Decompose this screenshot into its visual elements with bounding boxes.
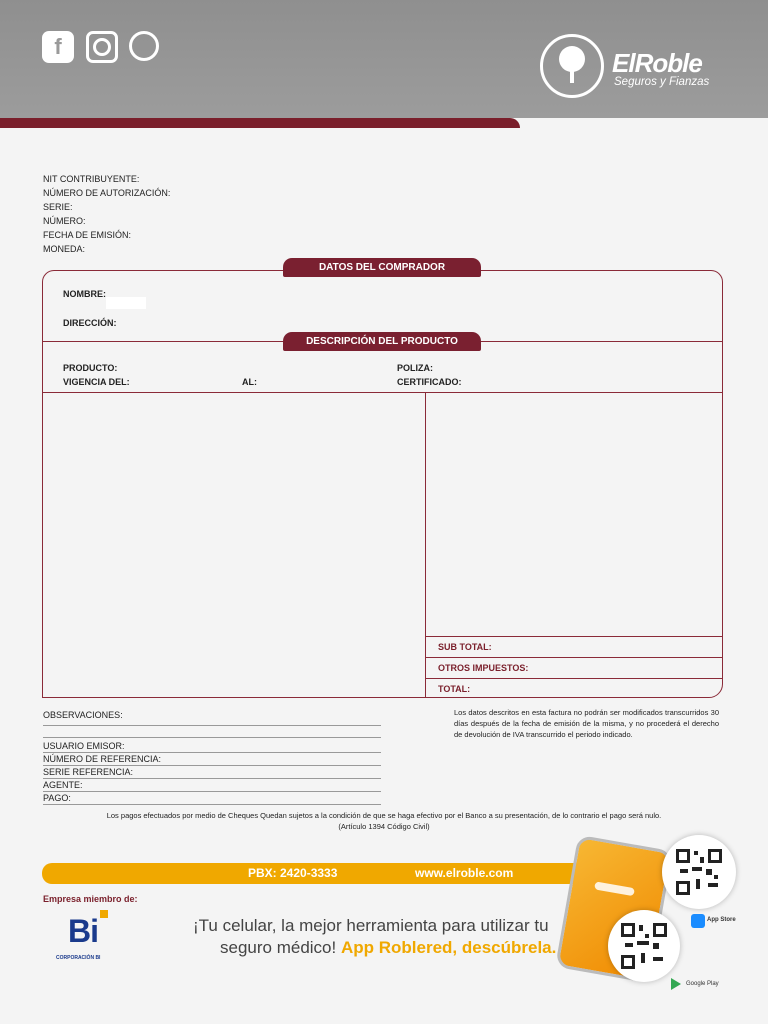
instagram-icon[interactable] [86,31,118,63]
total-label: TOTAL: [438,684,471,694]
authorization-number-label: NÚMERO DE AUTORIZACIÓN: [43,188,171,198]
payment-note-reference: (Artículo 1394 Código Civil) [338,822,430,831]
facebook-icon[interactable]: f [42,31,74,63]
issuer-user-row: USUARIO EMISOR: [43,740,381,753]
subtotal-label: SUB TOTAL: [438,642,492,652]
policy-label: POLIZA: [397,363,433,373]
payment-row: PAGO: [43,792,381,805]
whatsapp-icon[interactable] [129,31,159,61]
series-label: SERIE: [43,202,73,212]
other-taxes-label: OTROS IMPUESTOS: [438,663,529,673]
name-label: NOMBRE: [63,289,106,299]
table-header-line [42,392,723,393]
app-logo-icon [594,881,635,896]
slogan-line-2 [220,938,556,958]
name-value [106,297,146,309]
validity-to-label: AL: [242,377,257,387]
bi-logo-accent-icon [100,910,108,918]
slogan-line-1: ¡Tu celular, la mejor herramienta para utilizar tu [193,916,549,935]
brand-name: ElRoble [612,48,702,78]
subtotal-line [425,636,723,637]
observations-line-2 [43,737,381,738]
buyer-section-title: DATOS DEL COMPRADOR [283,258,481,277]
currency-label: MONEDA: [43,244,86,254]
app-store-qr-code[interactable] [662,835,736,909]
pbx-text: PBX: 2420-3333 [248,866,338,880]
slogan-highlight: App Roblered, descúbrela. [340,938,557,957]
brand-logo-icon [540,34,604,98]
taxes-line [425,657,723,658]
reference-number-row: NÚMERO DE REFERENCIA: [43,753,381,766]
observations-line-1 [43,725,381,726]
table-divider [425,392,426,698]
reference-fields [43,740,381,805]
bi-caption: CORPORACIÓN BI [56,955,101,961]
payment-note: Los pagos efectuados por medio de Cheques Quedan sujetos a la condición de que se haga efectivo por el Banco a su presentación, de lo contrario el pago será nulo. [106,811,662,820]
invoice-fields [43,172,170,256]
google-play-icon[interactable] [671,978,681,990]
product-label: PRODUCTO: [63,363,118,373]
slogan-line-2-text: seguro médico! [220,938,337,957]
issue-date-label: FECHA DE EMISIÓN: [43,230,132,240]
validity-label: VIGENCIA DEL: [63,377,130,387]
website-link[interactable]: www.elroble.com [415,866,514,880]
number-label: NÚMERO: [43,216,86,226]
bi-logo: Bi [68,913,98,949]
google-play-label[interactable]: Google Play [686,981,719,987]
member-label: Empresa miembro de: [43,894,138,904]
observations-label: OBSERVACIONES: [43,710,123,720]
total-line [425,678,723,679]
brand-tagline: Seguros y Fianzas [614,76,710,88]
google-play-qr-code[interactable] [608,910,680,982]
certificate-label: CERTIFICADO: [397,377,462,387]
reference-series-row: SERIE REFERENCIA: [43,766,381,779]
address-label: DIRECCIÓN: [63,318,117,328]
header-stripe [0,118,520,128]
disclaimer-text: Los datos descritos en esta factura no podrán ser modificados transcurridos 30 días después de la fecha de emisión de la misma, y no procederá el derecho de devolución de IVA transcurrido el periodo indicado. [454,708,719,739]
app-store-label[interactable]: App Store [707,917,736,923]
app-store-icon[interactable] [691,914,705,928]
agent-row: AGENTE: [43,779,381,792]
product-section-title: DESCRIPCIÓN DEL PRODUCTO [283,332,481,351]
nit-label: NIT CONTRIBUYENTE: [43,174,140,184]
